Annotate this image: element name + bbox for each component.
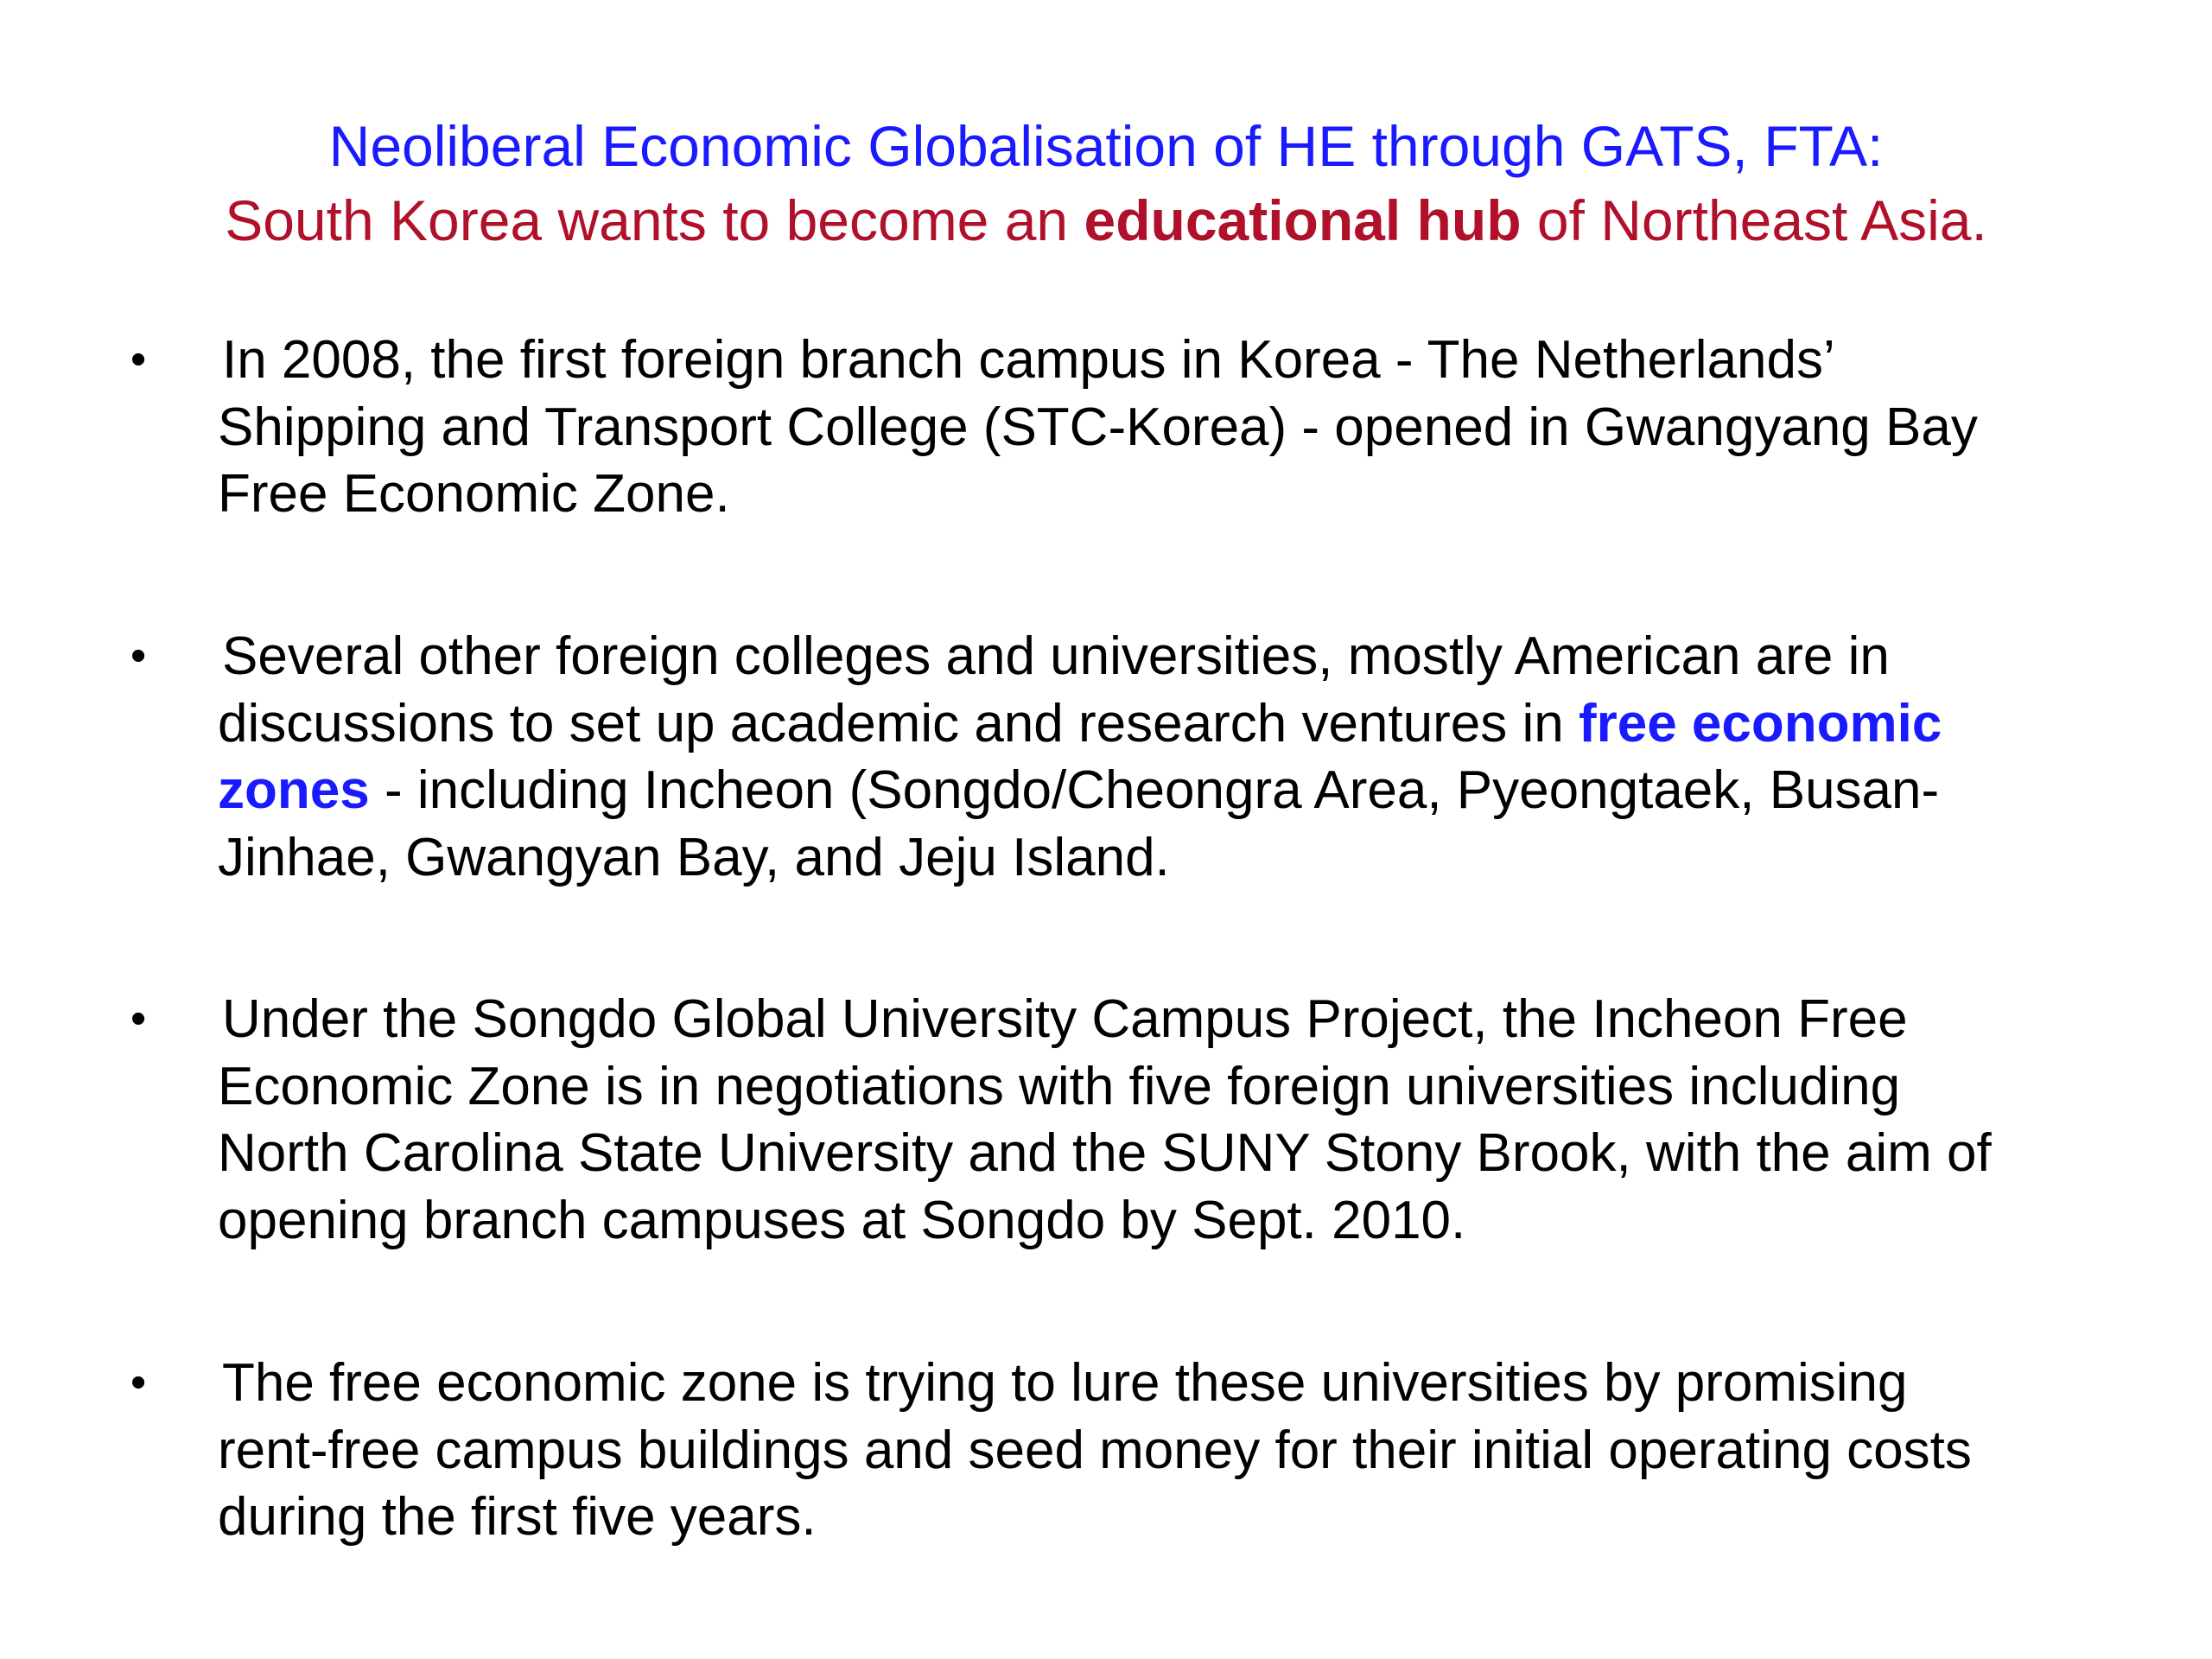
bullet-line: North Carolina State University and the SUNY Stony Brook, with the aim of (218, 1123, 1992, 1183)
bullet-line: during the first five years. (218, 1487, 817, 1547)
bullet-line-text: - including Incheon (Songdo/Cheongra Area, Pyeongtaek, Busan- (369, 760, 1940, 820)
bullet-line-text: discussions to set up academic and research ventures in (218, 693, 1579, 753)
bullet-marker: • (130, 631, 147, 681)
title-line-1: Neoliberal Economic Globalisation of HE through GATS, FTA: (328, 114, 1884, 178)
bullet-line: Jinhae, Gwangyan Bay, and Jeju Island. (218, 827, 1170, 887)
bullet-text (218, 986, 2212, 1254)
bullet-line: Several other foreign colleges and universities, mostly American are in (222, 626, 1890, 686)
bullet-text (218, 1350, 2212, 1551)
bullet-line (218, 690, 2212, 758)
bullet-text (218, 623, 2212, 891)
bullet-marker: • (130, 1357, 147, 1408)
subtitle-emphasis: educational hub (1084, 188, 1522, 252)
bullet-line: Under the Songdo Global University Campus Project, the Incheon Free (222, 989, 1908, 1049)
bullet-line: Free Economic Zone. (218, 464, 730, 524)
bullet-line: Shipping and Transport College (STC-Korea) - opened in Gwangyang Bay (218, 397, 1978, 457)
bullet-marker: • (130, 994, 147, 1044)
bullet-text (218, 327, 2212, 528)
bullet-line (218, 757, 2212, 824)
bullet-line: The free economic zone is trying to lure these universities by promising (222, 1353, 1908, 1413)
bullet-line: Economic Zone is in negotiations with five foreign universities including (218, 1056, 1901, 1116)
subtitle-text-start: South Korea wants to become an (225, 188, 1084, 252)
slide-subtitle (0, 183, 2212, 257)
bullet-line: opening branch campuses at Songdo by Sept. 2010. (218, 1190, 1466, 1250)
bullet-line: rent-free campus buildings and seed money for their initial operating costs (218, 1420, 1972, 1480)
subtitle-text-end: of Northeast Asia. (1521, 188, 1987, 252)
highlight-free-economic: free economic (1578, 693, 1942, 753)
bullet-line: In 2008, the first foreign branch campus in Korea - The Netherlands’ (222, 330, 1835, 390)
highlight-zones: zones (218, 760, 370, 820)
bullet-marker: • (130, 334, 147, 385)
slide-title (0, 109, 2212, 183)
